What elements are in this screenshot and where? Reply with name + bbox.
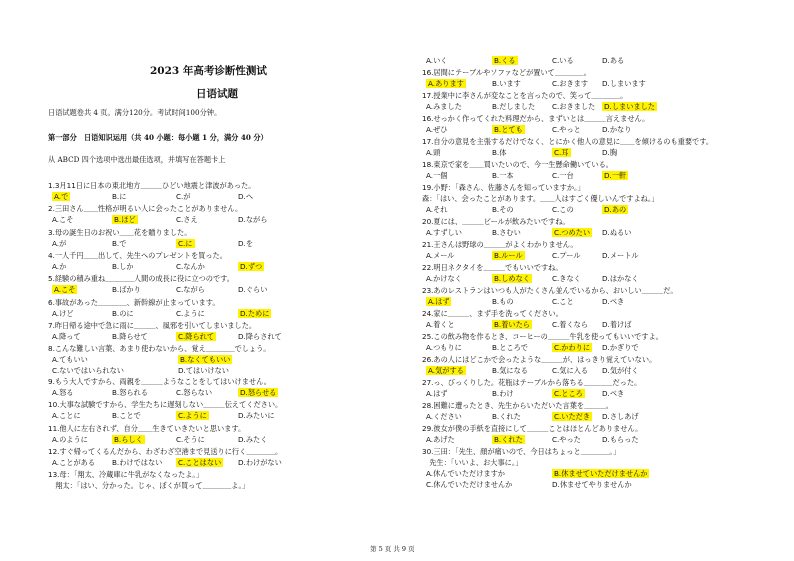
option-a: A.はず [426, 389, 448, 398]
option-b: B.ところで [492, 343, 528, 352]
question-text: 22.明日ネクタイを＿＿＿でもいいですね。 [422, 263, 563, 272]
option-a: A.こそ [54, 285, 76, 295]
question-text: 17.自分の意見を主張するだけでなく、とにかく他人の意見に＿＿を傾けるのも重要です。 [422, 137, 714, 146]
option-b: B.わけ [492, 389, 514, 398]
option-a: A.降って [52, 331, 81, 341]
question-text: 先生：「いいよ、お大事に。」 [422, 458, 523, 467]
option-a: A.はず [428, 297, 450, 306]
option-c: C.ないではいられない [52, 366, 124, 376]
question-text: 2.三田さん＿＿性格が明るい人に会ったことがありません。 [48, 204, 243, 214]
option-b: B.わけではない [112, 458, 163, 467]
option-a: A.のように [52, 434, 88, 444]
option-c: C.ように [176, 308, 205, 318]
question-text: 5.経験の積み重ね＿＿＿＿人間の成長に役に立つのです。 [48, 274, 234, 284]
option-c: C.降られて [178, 331, 215, 341]
option-c: C.休んでいただけませんか [426, 480, 513, 489]
option-d: D.ために [240, 308, 270, 318]
option-b: B.もの [492, 297, 514, 306]
question-text: 6.事故があった＿＿＿＿、新幹線が止まっています。 [48, 297, 220, 307]
option-c: C.おきます [552, 79, 589, 88]
option-a: A.こそ [52, 215, 74, 225]
option-d: D.あの [604, 205, 627, 214]
option-d: D.気が付く [602, 366, 639, 375]
option-d: D.べき [602, 389, 625, 398]
option-c: C.この [552, 205, 574, 214]
option-d: D.ながら [238, 215, 268, 225]
option-b: B.に [112, 192, 127, 201]
question-text: 3.母の誕生日のお祝い＿＿花を贈りました。 [48, 227, 192, 237]
option-d: D.しまいます [602, 79, 646, 88]
option-c: C.怒らない [176, 388, 213, 398]
option-d: D.ぐらい [238, 285, 268, 295]
page-title: 2023 年高考诊断性测试 [150, 65, 267, 77]
option-a: A.あります [428, 79, 464, 88]
option-d: D.を [238, 238, 254, 248]
question-text: 12.すぐ帰ってくるんだから、わざわざ空港まで見送りに行く＿＿＿＿。 [48, 447, 283, 456]
question-text: 8.こんな難しい言葉、あまり使わないから、覚え＿＿＿＿でしょう。 [48, 344, 271, 354]
question-text: 13.母：「翔太、冷蔵庫に牛乳がなくなったよ。」 [48, 470, 204, 480]
question-text: 森：「はい、会ったことがあります。＿＿人はすごく優しいんですよね。」 [422, 194, 659, 203]
option-a: A.みました [426, 102, 462, 111]
option-c: C.耳 [554, 148, 569, 157]
option-b: B.休ませていただけませんか [554, 469, 648, 478]
option-a: A.ください [426, 412, 462, 421]
option-a: A.気がする [428, 366, 464, 375]
option-b: B.一本 [492, 171, 514, 180]
option-d: D.べき [602, 297, 625, 306]
question-text: 30.三田：「先生、顔が痛いので、今日はちょっと＿＿＿＿。」 [422, 447, 621, 456]
option-c: C.いただき [554, 412, 591, 421]
option-b: B.ルール [494, 251, 523, 260]
question-text: 26.あの人にはどこかで会ったような＿＿＿が、はっきり覚えていない。 [422, 355, 657, 364]
option-c: C.一台 [552, 171, 574, 180]
option-d: D.へ [238, 192, 254, 201]
option-b: B.だしました [492, 102, 536, 111]
option-c: C.着くなら [552, 320, 589, 329]
option-a: A.頭 [426, 148, 441, 157]
option-c: C.ことはない [178, 458, 222, 467]
option-d: D.ある [602, 56, 625, 65]
option-c: C.ように [178, 411, 207, 421]
option-a: A.で [54, 192, 69, 201]
option-b: B.さむい [492, 228, 521, 237]
option-d: D.もらった [602, 435, 639, 444]
option-d: D.てはいけない [178, 366, 229, 376]
option-d: D.降らされて [238, 331, 282, 341]
option-b: B.らしく [114, 434, 143, 444]
option-a: A.それ [426, 205, 448, 214]
option-d: D.ずつ [240, 261, 263, 271]
option-b: B.その [492, 205, 514, 214]
option-b: B.しか [112, 261, 134, 271]
question-text: 29.彼女が僕の手紙を直接にして＿＿＿ことはほとんどありません。 [422, 424, 643, 433]
option-a: A.が [52, 238, 67, 248]
option-c: C.に [178, 238, 193, 248]
option-b: B.くれた [494, 435, 523, 444]
option-b: B.ほど [114, 215, 136, 225]
option-b: B.怒られる [112, 388, 148, 398]
question-text: 7.昨日帰る途中で急に雨に＿＿＿、風邪を引いてしまいました。 [48, 320, 257, 330]
question-text: 4.一人千円＿＿出して、先生へのプレゼントを買った。 [48, 250, 227, 260]
question-text: 21.王さんは野球の＿＿＿がよくわかりません。 [422, 240, 578, 249]
option-c: C.かわりに [554, 343, 591, 352]
option-c: C.なんか [176, 261, 205, 271]
option-a: A.か [52, 261, 67, 271]
option-a: A.あげた [426, 435, 455, 444]
option-d: D.休ませてやりませんか [552, 480, 632, 489]
option-b: B.とても [494, 125, 523, 134]
option-b: B.体 [492, 148, 507, 157]
question-text: 27.っ、びっくりした。花瓶はテーブルから落ちる＿＿＿＿だった。 [422, 378, 642, 387]
option-a: A.いく [426, 56, 448, 65]
option-b: B.気になる [492, 366, 528, 375]
option-b: B.くれた [492, 412, 521, 421]
option-d: D.ぬるい [602, 228, 632, 237]
option-c: C.おきました [552, 102, 596, 111]
question-text: 16.居間にテーブルやソファなどが置いて＿＿＿＿。 [422, 68, 591, 77]
question-text: 11.他人に左右されず、自分＿＿生きていきたいと思います。 [48, 423, 246, 433]
option-c: C.プール [552, 251, 581, 260]
option-c: C.こと [552, 297, 574, 306]
option-c: C.さえ [176, 215, 198, 225]
option-b: B.のに [112, 308, 134, 318]
option-b: B.くる [494, 56, 516, 65]
question-text: 20.夏には、＿＿＿ビールが飲みたいですね。 [422, 217, 570, 226]
question-text: 19.小野：「森さん、佐藤さんを知っていますか。」 [422, 183, 585, 192]
option-d: D.かなり [602, 125, 632, 134]
page-footer: 第 5 页 共 9 页 [370, 545, 415, 553]
option-b: B.います [492, 79, 521, 88]
question-text: 24.家に＿＿＿、まず手を洗ってください。 [422, 309, 563, 318]
option-b: B.着いたら [494, 320, 530, 329]
exam-info: 日语试题卷共 4 页。满分120分。考试时间100分钟。 [48, 108, 222, 117]
option-a: A.一個 [426, 171, 448, 180]
option-d: D.かぎりで [602, 343, 639, 352]
question-text: 1.3月11日に日本の東北地方＿＿＿ひどい地震と津波があった。 [48, 181, 256, 190]
option-b: B.降らせて [112, 331, 148, 341]
question-text: 16.せっかく作ってくれた料理だから、まずいとは＿＿＿言えません。 [422, 114, 650, 123]
section-heading: 第一部分 日语知识运用（共 40 小题：每小题 1 分，满分 40 分） [48, 133, 268, 142]
option-a: A.すずしい [426, 228, 462, 237]
question-text: 23.あのレストランはいつも人がたくさん並んでいるから、おいしい＿＿＿だ。 [422, 286, 678, 295]
option-c: C.つめたい [554, 228, 591, 237]
option-c: C.ところ [554, 389, 583, 398]
option-b: B.しめなく [494, 274, 530, 283]
option-d: D.さしあげ [602, 412, 639, 421]
instruction: 从 ABCD 四个选项中选出最佳选项，并填写在答题卡上 [48, 155, 226, 164]
option-a: A.着くと [426, 320, 455, 329]
option-a: A.つもりに [426, 343, 462, 352]
option-d: D.メートル [602, 251, 639, 260]
option-c: C.が [176, 192, 191, 201]
option-b: B.ばかり [112, 285, 141, 295]
question-text: 翔太：「はい、分かった。じゃ、ぼくが買って＿＿＿＿よ。」 [48, 481, 250, 491]
option-d: D.しまいました [604, 102, 655, 111]
option-b: B.なくてもいい [180, 355, 231, 365]
option-c: C.やっと [552, 125, 581, 134]
option-a: A.てもいい [52, 355, 88, 365]
question-text: 25.この飲み物を作るとき、コーヒーの＿＿＿牛乳を使ってもいいですよ。 [422, 332, 663, 341]
question-text: 28.困難に遭ったとき、先生からいただいた言葉を＿＿＿。 [422, 401, 613, 410]
option-b: B.で [112, 238, 127, 248]
option-c: C.気に入る [552, 366, 589, 375]
option-b: B.ことで [112, 411, 141, 421]
option-d: D.みたく [238, 434, 268, 444]
question-text: 18.東京で家を＿＿買いたいので、今一生懸命働いている。 [422, 160, 613, 169]
option-d: D.胸 [602, 148, 618, 157]
question-text: 9.もう大人ですから、両親を＿＿＿ようなことをしてはいけません。 [48, 377, 271, 387]
option-a: A.ことがある [52, 458, 96, 467]
page-subtitle: 日语试题 [196, 88, 238, 100]
option-c: C.ながら [176, 285, 205, 295]
option-a: A.ことに [52, 411, 81, 421]
option-c: C.そうに [176, 434, 205, 444]
option-a: A.ぜひ [426, 125, 448, 134]
option-c: C.いる [552, 56, 574, 65]
option-d: D.着けば [602, 320, 632, 329]
option-c: C.きなく [552, 274, 581, 283]
option-a: A.メール [426, 251, 455, 260]
option-d: D.みたいに [238, 411, 275, 421]
option-a: A.休んでいただけますか [426, 469, 505, 478]
option-a: A.かけなく [426, 274, 462, 283]
option-c: C.やった [552, 435, 581, 444]
option-d: D.一軒 [604, 171, 627, 180]
question-text: 10.大事な試験ですから、学生たちに遅刻しない＿＿＿伝えてください。 [48, 400, 283, 410]
option-d: D.怒らせる [240, 388, 277, 398]
option-a: A.怒る [52, 388, 74, 398]
option-a: A.けど [52, 308, 74, 318]
option-d: D.はかなく [602, 274, 639, 283]
option-d: D.わけがない [238, 458, 282, 467]
question-text: 17.授業中に李さんが変なことを言ったので、笑って＿＿＿＿。 [422, 91, 628, 100]
